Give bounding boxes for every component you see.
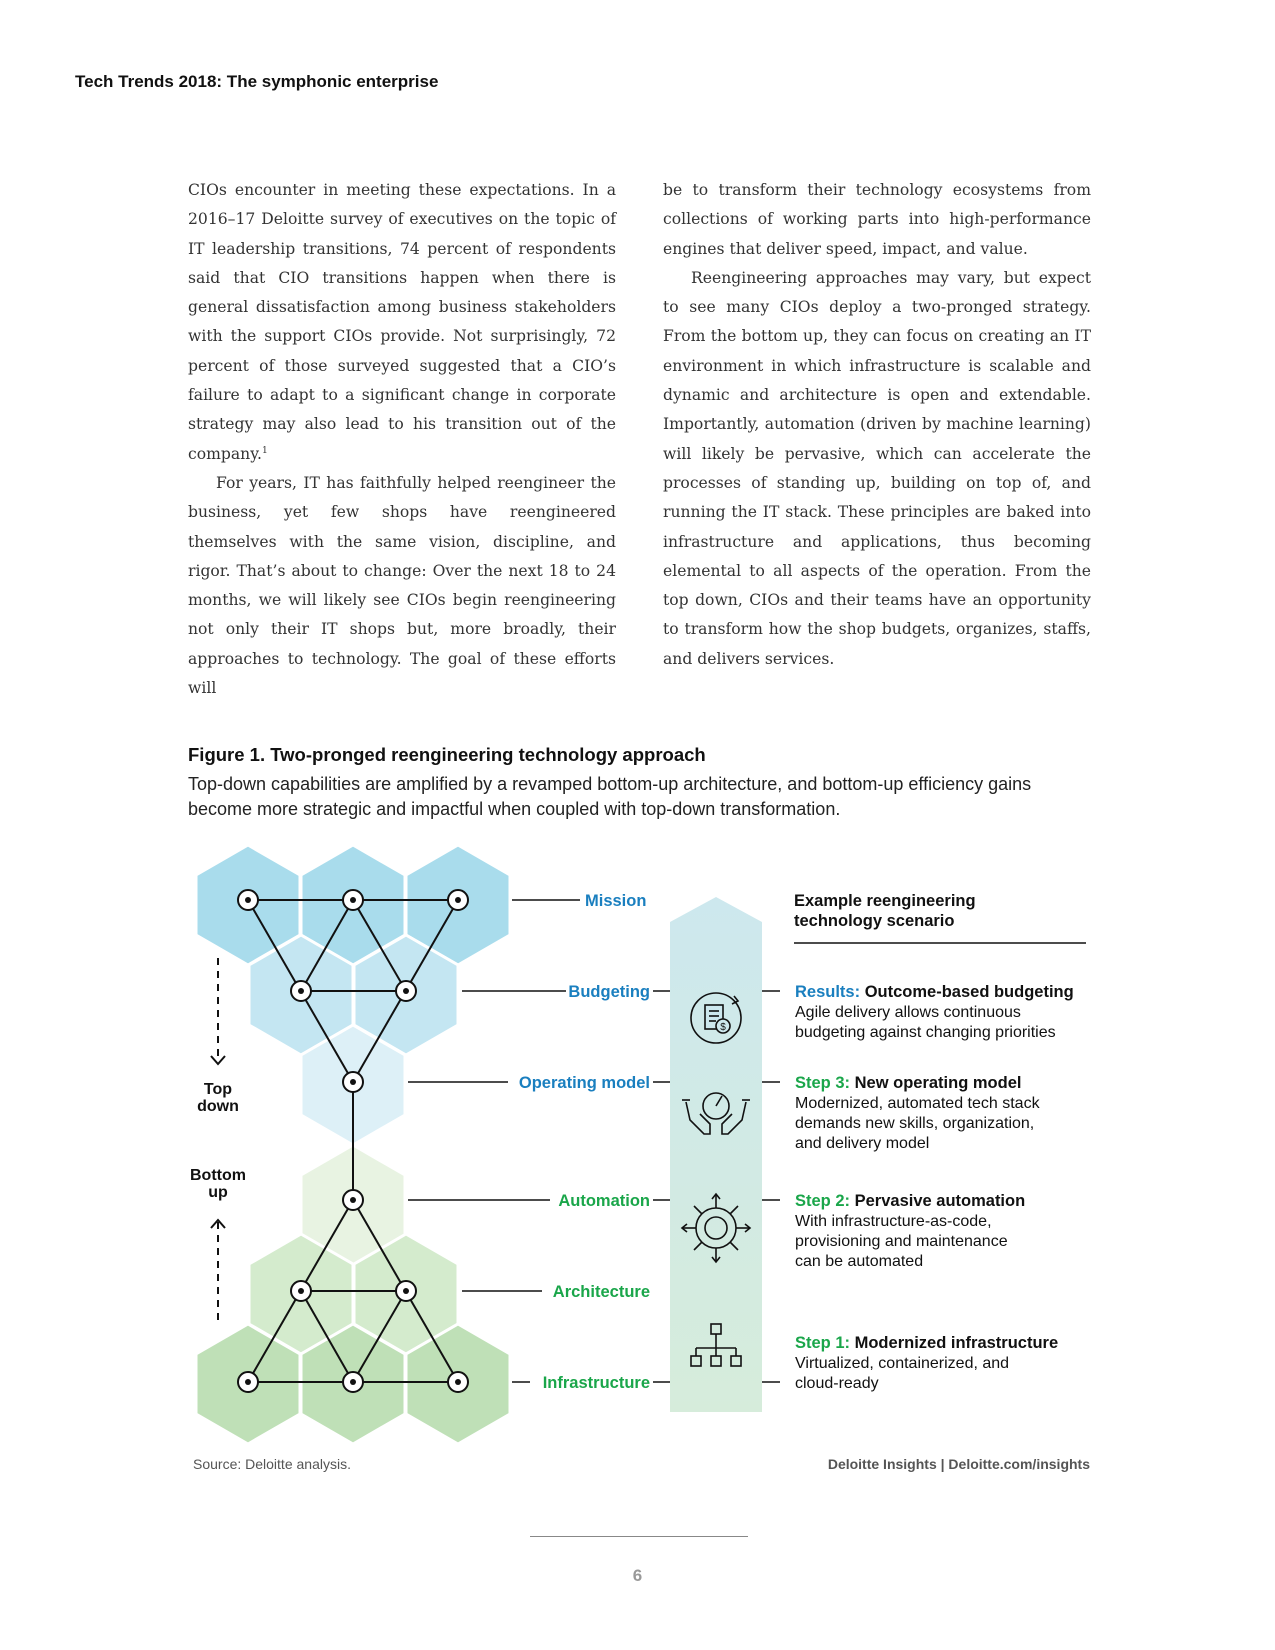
- footnote-ref[interactable]: 1: [261, 445, 268, 456]
- svg-text:$: $: [720, 1022, 726, 1033]
- figure-source: Source: Deloitte analysis.: [193, 1456, 351, 1472]
- node: [343, 1072, 363, 1092]
- footer-divider: [530, 1536, 748, 1537]
- bottom-label: Bottom: [190, 1167, 246, 1184]
- scenario-panel: [794, 892, 1086, 1392]
- layer-label-mission: Mission: [585, 892, 647, 910]
- paragraph: Reengineering approaches may vary, but expect to see many CIOs deploy a two-pronged strategy. From the bottom up, they can focus on creating an IT environment in which infrastructure is scalable and dynamic and architecture is open and extendable. Importantly, automation (driven by machine learning) will likely be pervasive, which can accelerate the processes of standing up, building on top of, and running the IT stack. These principles are baked into infrastructure and applications, thus becoming elemental to all aspects of the operation. From the top down, CIOs and their teams have an opportunity to transform how the shop budgets, organizes, staffs, and delivers services.: [663, 268, 1091, 668]
- node: [343, 890, 363, 910]
- layer-label-budgeting: Budgeting: [568, 983, 650, 1001]
- page-number: 6: [632, 1566, 643, 1585]
- figure-credit[interactable]: Deloitte Insights | Deloitte.com/insights: [827, 1456, 1090, 1472]
- bottom-up-arrow: [211, 1220, 225, 1326]
- layer-label-operating-model: Operating model: [518, 1074, 650, 1092]
- top-down-arrow: [211, 958, 225, 1064]
- node: [396, 1281, 416, 1301]
- step-3-text: Modernized, automated tech stack: [795, 1095, 1040, 1112]
- node: [238, 890, 258, 910]
- step-2-text: provisioning and maintenance: [795, 1233, 1008, 1250]
- paragraph: be to transform their technology ecosystems from collections of working parts into high-performance engines that deliver speed, impact, and value.: [663, 181, 1091, 258]
- scenario-heading-line1: Example reengineering: [794, 892, 976, 910]
- top-label: Top: [203, 1081, 233, 1098]
- step-results-text: Agile delivery allows continuous: [795, 1004, 1021, 1021]
- node: [396, 981, 416, 1001]
- node: [343, 1190, 363, 1210]
- figure-subtitle: Top-down capabilities are amplified by a revamped bottom-up architecture, and bottom-up efficiency gains become more strategic and impactful when coupled with top-down transformation.: [188, 774, 1032, 819]
- running-header: Tech Trends 2018: The symphonic enterprise: [75, 72, 439, 91]
- scenario-heading-line2: technology scenario: [794, 912, 955, 930]
- step-3-text: demands new skills, organization,: [795, 1115, 1035, 1132]
- step-2-text: can be automated: [795, 1253, 924, 1270]
- node: [343, 1372, 363, 1392]
- step-1-text: Virtualized, containerized, and: [795, 1355, 1010, 1372]
- step-1-text: cloud-ready: [795, 1375, 879, 1392]
- node: [238, 1372, 258, 1392]
- node: [448, 890, 468, 910]
- down-label: down: [197, 1098, 239, 1115]
- paragraph: For years, IT has faithfully helped reengineer the business, yet few shops have reengineered themselves with the same vision, discipline, and rigor. That’s about to change: Over the next 18 to 24 months, we will likely see CIOs begin reengineering not only their IT shops but, more broadly, their approaches to technology. The goal of these efforts will: [188, 473, 616, 698]
- step-results-text: budgeting against changing priorities: [795, 1024, 1056, 1041]
- paragraph-text: CIOs encounter in meeting these expectations. In a 2016–17 Deloitte survey of executives on the topic of IT leadership transitions, 74 percent of respondents said that CIO transitions happen when there is general dissatisfaction among business stakeholders with the support CIOs provide. Not surprisingly, 72 percent of those surveyed suggested that a CIO’s failure to adapt to a significant change in corporate strategy may also lead to his transition out of the company.: [188, 181, 616, 463]
- layer-label-architecture: Architecture: [552, 1283, 650, 1301]
- layer-label-infrastructure: Infrastructure: [542, 1374, 650, 1392]
- step-3-heading: Step 3: New operating model: [795, 1074, 1022, 1092]
- step-2-text: With infrastructure-as-code,: [795, 1213, 992, 1230]
- step-results-heading: Results: Outcome-based budgeting: [795, 983, 1074, 1001]
- step-3-text: and delivery model: [795, 1135, 930, 1152]
- layer-label-automation: Automation: [558, 1192, 650, 1210]
- node: [291, 981, 311, 1001]
- node: [448, 1372, 468, 1392]
- node: [291, 1281, 311, 1301]
- figure-title: Figure 1. Two-pronged reengineering technology approach: [188, 744, 706, 765]
- step-1-heading: Step 1: Modernized infrastructure: [795, 1334, 1059, 1352]
- up-label: up: [208, 1184, 228, 1201]
- step-2-heading: Step 2: Pervasive automation: [795, 1192, 1026, 1210]
